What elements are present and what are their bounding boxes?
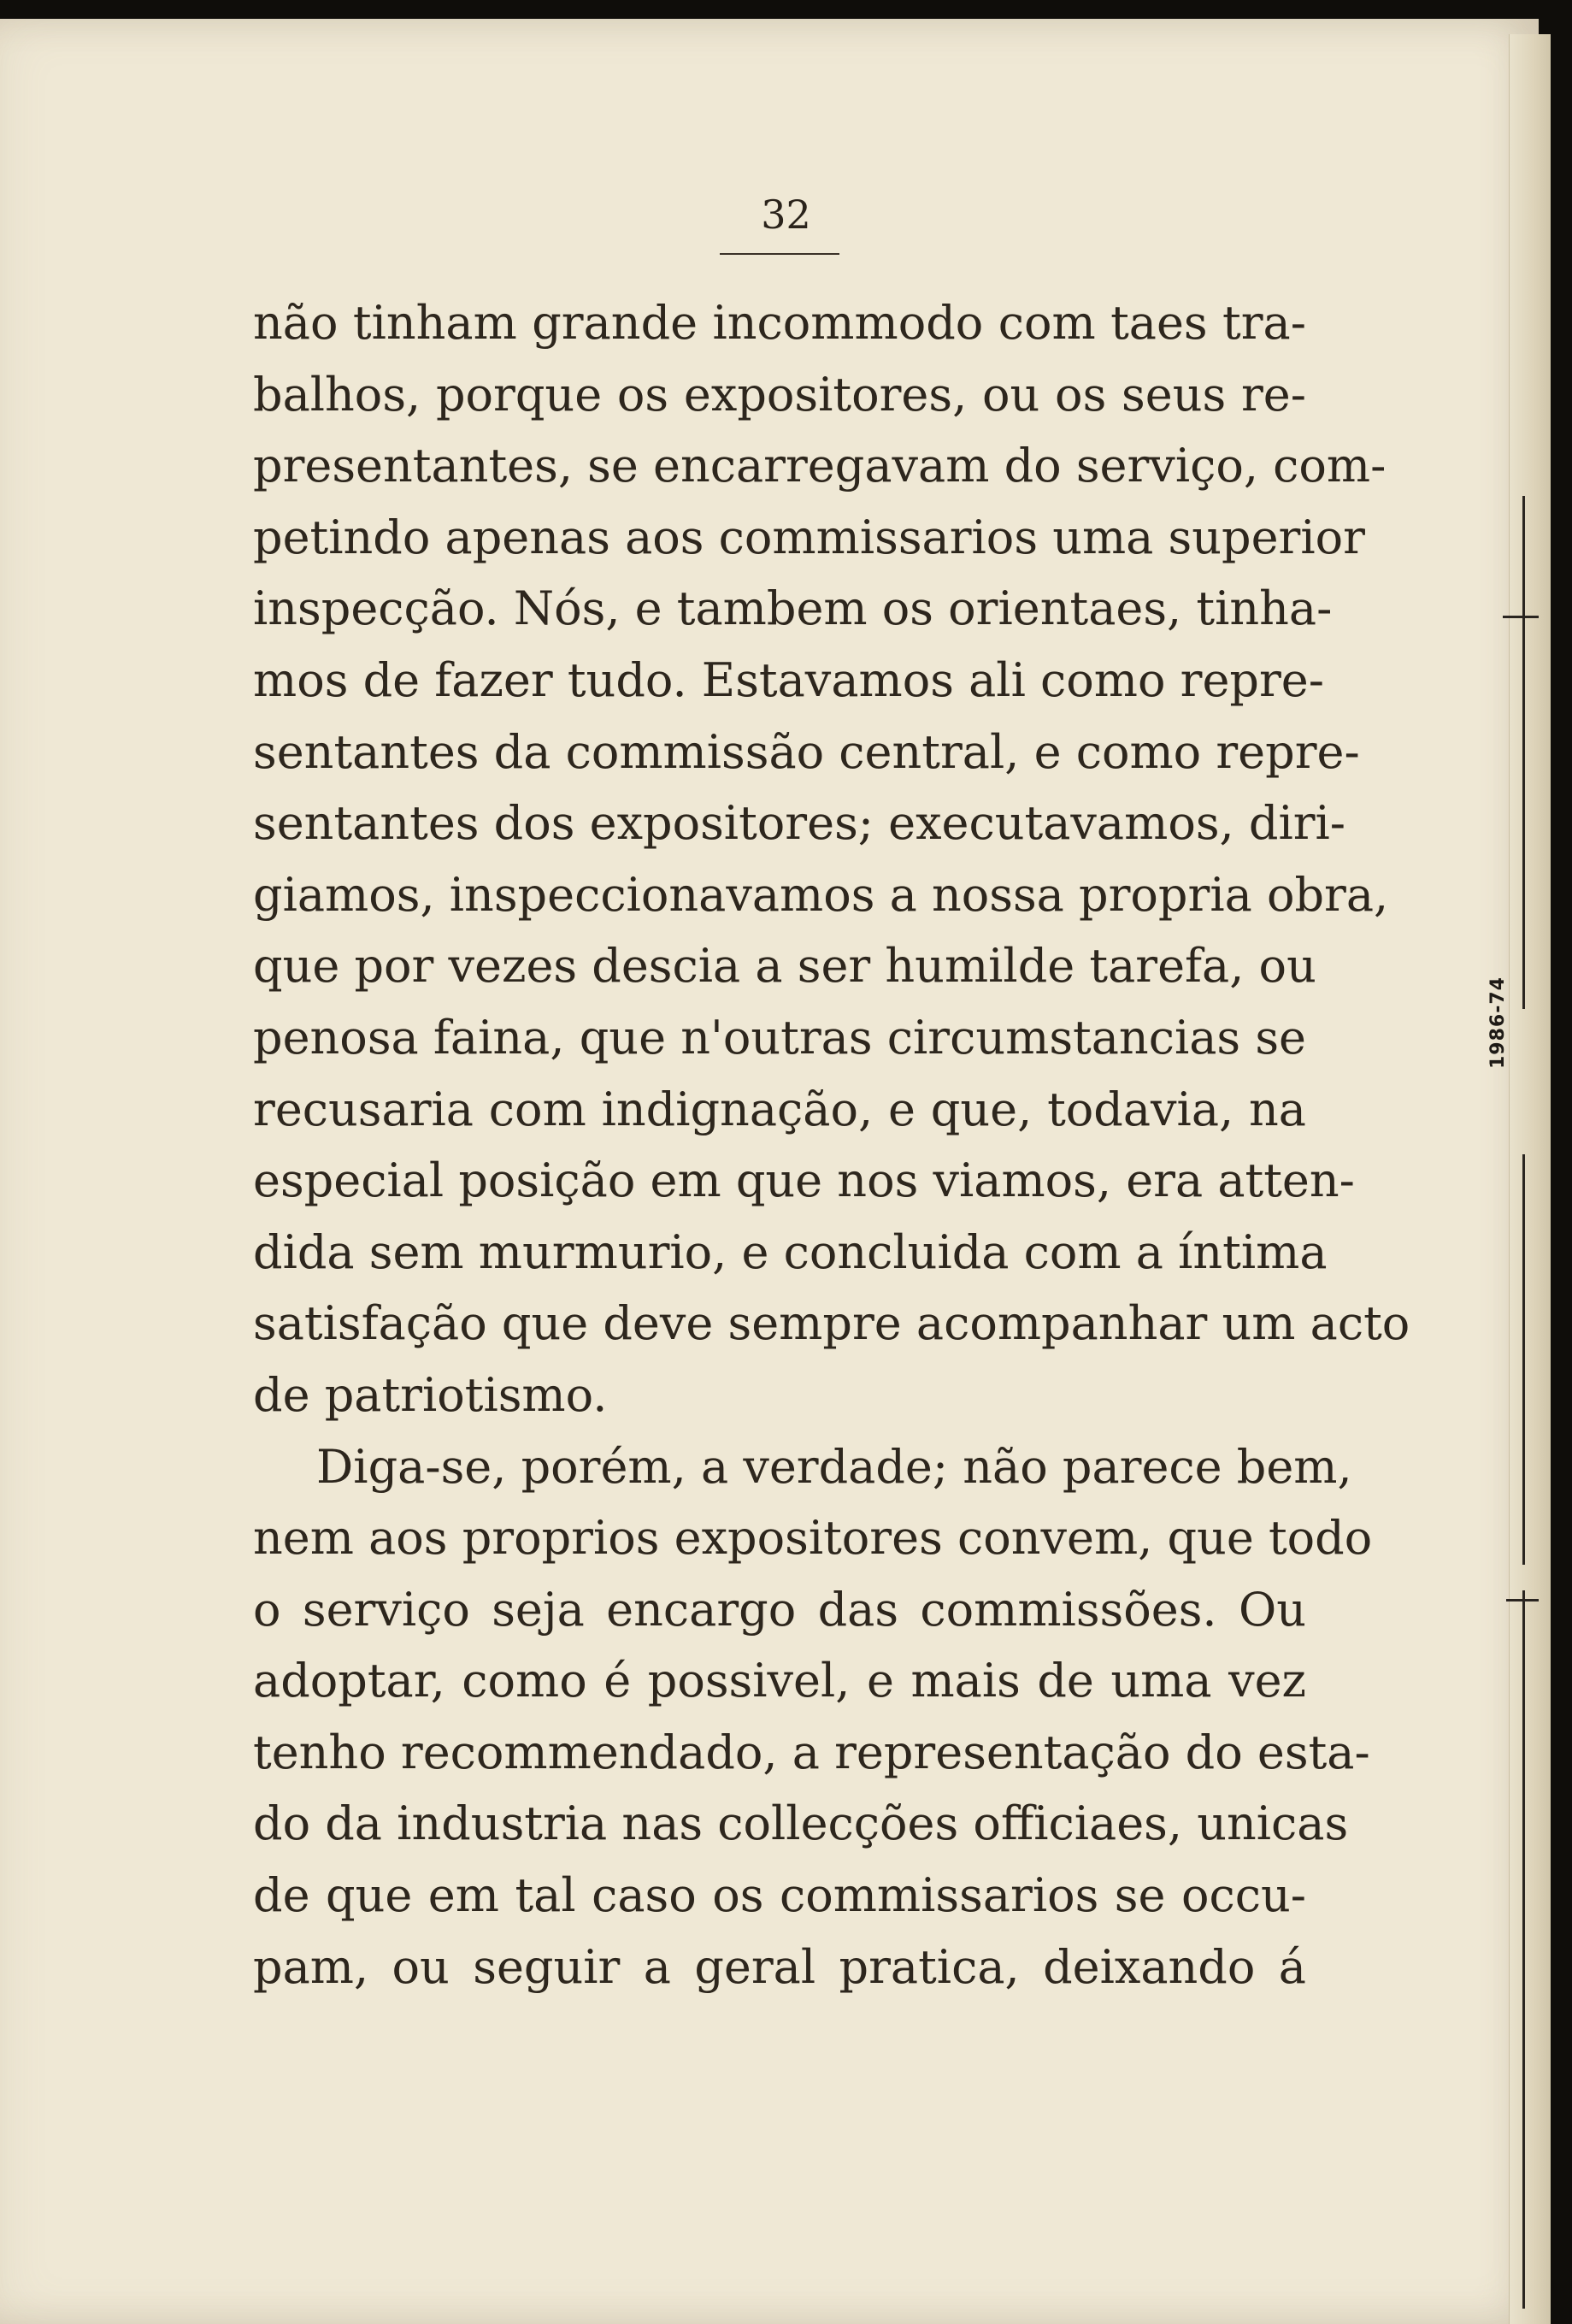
text-line: sentantes da commissão central, e como repre-: [253, 724, 1360, 779]
text-line: de que em tal caso os commissarios se occu-: [253, 1868, 1306, 1923]
text-line: o serviço seja encargo das commissões. Ou: [253, 1582, 1306, 1637]
text-line: giamos, inspeccionavamos a nossa propria obra,: [253, 867, 1389, 922]
margin-rule: [1522, 496, 1525, 1009]
text-line: pam, ou seguir a geral pratica, deixando á: [253, 1939, 1306, 1994]
margin-annotation: 1986-74: [1487, 976, 1509, 1069]
page-number: 32: [761, 192, 811, 238]
text-line: adoptar, como é possivel, e mais de uma vez: [253, 1654, 1306, 1708]
text-line: sentantes dos expositores; executavamos, diri-: [253, 796, 1346, 851]
text-line: mos de fazer tudo. Estavamos ali como repre-: [253, 652, 1324, 707]
text-line: balhos, porque os expositores, ou os seus re-: [253, 367, 1306, 422]
text-line: presentantes, se encarregavam do serviço, com-: [253, 439, 1387, 493]
text-line: não tinham grande incommodo com taes tra-: [253, 296, 1306, 350]
text-line: tenho recommendado, a representação do esta-: [253, 1725, 1370, 1779]
text-line: do da industria nas collecções officiaes, unicas: [253, 1796, 1349, 1851]
text-line: que por vezes descia a ser humilde tarefa, ou: [253, 939, 1316, 994]
margin-tick: [1506, 1599, 1539, 1601]
text-line: penosa faina, que n'outras circumstancias se: [253, 1010, 1306, 1065]
text-line: especial posição em que nos viamos, era atten-: [253, 1153, 1355, 1208]
margin-rule: [1522, 1154, 1525, 1565]
text-line: inspecção. Nós, e tambem os orientaes, tinha-: [253, 581, 1333, 636]
page-edge: [1509, 34, 1551, 2324]
text-line: recusaria com indignação, e que, todavia, na: [253, 1082, 1306, 1136]
page-number-rule: [720, 253, 839, 255]
body-text: [253, 287, 1410, 2003]
text-line: de patriotismo.: [253, 1367, 608, 1422]
text-line: dida sem murmurio, e concluida com a íntima: [253, 1224, 1328, 1279]
text-line: Diga-se, porém, a verdade; não parece bem,: [316, 1439, 1352, 1494]
margin-rule: [1522, 1590, 1525, 2309]
text-line: nem aos proprios expositores convem, que todo: [253, 1511, 1373, 1566]
text-line: petindo apenas aos commissarios uma superior: [253, 510, 1365, 564]
text-line: satisfação que deve sempre acompanhar um acto: [253, 1296, 1410, 1351]
margin-tick: [1503, 616, 1539, 618]
